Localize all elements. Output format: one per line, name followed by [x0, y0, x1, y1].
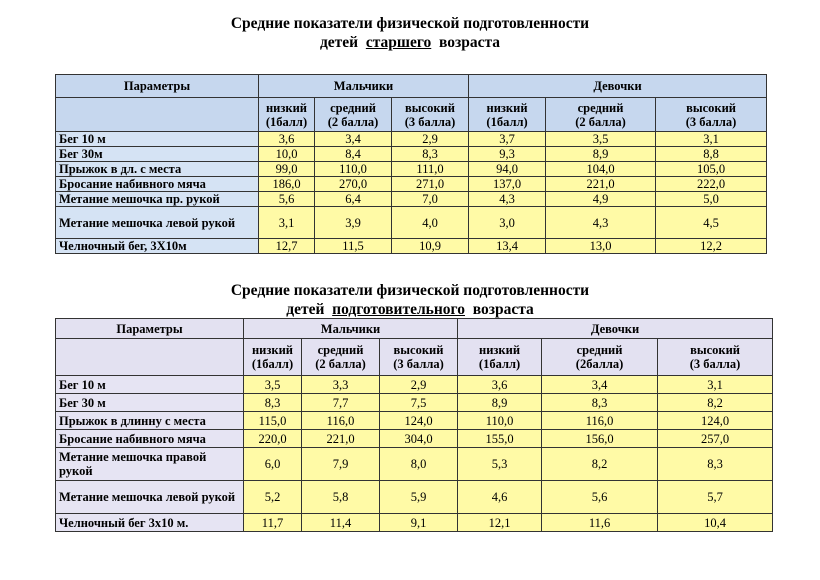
header-boys: Мальчики — [259, 75, 469, 98]
level-text: средний — [576, 343, 623, 357]
header-blank — [56, 339, 244, 376]
level-header — [546, 98, 656, 132]
value-cell: 111,0 — [392, 162, 469, 177]
title-text: детей — [319, 34, 359, 51]
table1-title — [0, 14, 820, 52]
table2 — [55, 318, 773, 532]
value-cell: 9,3 — [469, 147, 546, 162]
value-cell: 270,0 — [315, 177, 392, 192]
value-cell: 221,0 — [302, 430, 380, 448]
value-cell: 7,7 — [302, 394, 380, 412]
value-cell: 3,0 — [469, 207, 546, 239]
level-score: (3 балла) — [689, 357, 741, 371]
table-row — [56, 207, 767, 239]
value-cell: 3,1 — [656, 132, 767, 147]
value-cell: 8,3 — [658, 448, 773, 481]
value-cell: 8,3 — [244, 394, 302, 412]
value-cell: 271,0 — [392, 177, 469, 192]
param-name: Метание мешочка правой рукой — [56, 448, 244, 481]
level-score: (2 балла) — [315, 357, 366, 371]
value-cell: 304,0 — [380, 430, 458, 448]
value-cell: 3,5 — [546, 132, 656, 147]
level-header — [656, 98, 767, 132]
table-row — [56, 412, 773, 430]
param-name: Бег 30м — [56, 147, 259, 162]
header-girls: Девочки — [469, 75, 767, 98]
value-cell: 8,9 — [546, 147, 656, 162]
value-cell: 5,3 — [458, 448, 542, 481]
value-cell: 6,4 — [315, 192, 392, 207]
header-girls: Девочки — [458, 319, 773, 339]
title-text: детей — [286, 301, 325, 318]
table1 — [55, 74, 767, 254]
table-row — [56, 481, 773, 514]
level-text: средний — [330, 100, 376, 115]
level-score: (3 балла) — [685, 114, 737, 129]
value-cell: 8,3 — [542, 394, 658, 412]
value-cell: 8,0 — [380, 448, 458, 481]
table-row — [56, 448, 773, 481]
value-cell: 4,6 — [458, 481, 542, 514]
level-text: высокий — [393, 343, 444, 357]
param-name: Прыжок в дл. с места — [56, 162, 259, 177]
title-text: возраста — [439, 34, 501, 51]
title-text: возраста — [472, 301, 534, 318]
table-row — [56, 394, 773, 412]
header-boys: Мальчики — [244, 319, 458, 339]
value-cell: 220,0 — [244, 430, 302, 448]
value-cell: 155,0 — [458, 430, 542, 448]
value-cell: 7,9 — [302, 448, 380, 481]
value-cell: 11,7 — [244, 514, 302, 532]
level-header — [380, 339, 458, 376]
value-cell: 115,0 — [244, 412, 302, 430]
title-underlined-word: старшего — [365, 34, 432, 51]
level-score: (1балл) — [486, 114, 528, 129]
table-row — [56, 147, 767, 162]
level-score: (3 балла) — [404, 114, 456, 129]
table-row — [56, 192, 767, 207]
value-cell: 4,3 — [469, 192, 546, 207]
value-cell: 3,9 — [315, 207, 392, 239]
value-cell: 116,0 — [542, 412, 658, 430]
value-cell: 12,1 — [458, 514, 542, 532]
param-name: Бросание набивного мяча — [56, 177, 259, 192]
value-cell: 104,0 — [546, 162, 656, 177]
level-header — [244, 339, 302, 376]
value-cell: 186,0 — [259, 177, 315, 192]
value-cell: 156,0 — [542, 430, 658, 448]
value-cell: 8,3 — [392, 147, 469, 162]
value-cell: 110,0 — [458, 412, 542, 430]
value-cell: 11,5 — [315, 239, 392, 254]
level-score: (1балл) — [265, 114, 308, 129]
level-header — [458, 339, 542, 376]
level-text: высокий — [690, 343, 740, 357]
param-name: Прыжок в длинну с места — [56, 412, 244, 430]
value-cell: 3,6 — [458, 376, 542, 394]
value-cell: 99,0 — [259, 162, 315, 177]
value-cell: 110,0 — [315, 162, 392, 177]
level-text: высокий — [405, 100, 455, 115]
level-header — [469, 98, 546, 132]
value-cell: 7,5 — [380, 394, 458, 412]
param-name: Метание мешочка пр. рукой — [56, 192, 259, 207]
param-name: Бросание набивного мяча — [56, 430, 244, 448]
value-cell: 12,2 — [656, 239, 767, 254]
value-cell: 10,0 — [259, 147, 315, 162]
table-row — [56, 239, 767, 254]
value-cell: 12,7 — [259, 239, 315, 254]
value-cell: 7,0 — [392, 192, 469, 207]
value-cell: 5,7 — [658, 481, 773, 514]
value-cell: 8,8 — [656, 147, 767, 162]
level-text: низкий — [486, 100, 528, 115]
value-cell: 222,0 — [656, 177, 767, 192]
value-cell: 5,6 — [259, 192, 315, 207]
param-name: Бег 10 м — [56, 376, 244, 394]
value-cell: 3,4 — [315, 132, 392, 147]
value-cell: 94,0 — [469, 162, 546, 177]
value-cell: 4,3 — [546, 207, 656, 239]
value-cell: 6,0 — [244, 448, 302, 481]
value-cell: 5,9 — [380, 481, 458, 514]
value-cell: 13,4 — [469, 239, 546, 254]
value-cell: 8,9 — [458, 394, 542, 412]
value-cell: 3,5 — [244, 376, 302, 394]
value-cell: 11,6 — [542, 514, 658, 532]
table-row — [56, 162, 767, 177]
value-cell: 137,0 — [469, 177, 546, 192]
title-underlined-word: подготовительного — [332, 301, 465, 318]
value-cell: 257,0 — [658, 430, 773, 448]
value-cell: 2,9 — [380, 376, 458, 394]
level-score: (2 балла) — [327, 114, 379, 129]
level-text: высокий — [686, 100, 736, 115]
param-name: Бег 10 м — [56, 132, 259, 147]
level-score: (1балл) — [478, 357, 521, 371]
param-name: Челночный бег 3х10 м. — [56, 514, 244, 532]
value-cell: 3,3 — [302, 376, 380, 394]
table2-title-line1: Средние показатели физической подготовленности — [230, 282, 590, 299]
table-row — [56, 177, 767, 192]
value-cell: 5,0 — [656, 192, 767, 207]
table2-title — [0, 281, 820, 319]
level-score: (2балла) — [575, 357, 624, 371]
table-row — [56, 430, 773, 448]
value-cell: 8,2 — [542, 448, 658, 481]
level-header — [658, 339, 773, 376]
level-header — [542, 339, 658, 376]
table-row — [56, 514, 773, 532]
value-cell: 4,5 — [656, 207, 767, 239]
value-cell: 8,2 — [658, 394, 773, 412]
value-cell: 116,0 — [302, 412, 380, 430]
value-cell: 124,0 — [658, 412, 773, 430]
level-text: низкий — [479, 343, 521, 357]
param-name: Бег 30 м — [56, 394, 244, 412]
value-cell: 10,9 — [392, 239, 469, 254]
level-header — [302, 339, 380, 376]
value-cell: 4,9 — [546, 192, 656, 207]
value-cell: 5,2 — [244, 481, 302, 514]
header-param: Параметры — [56, 319, 244, 339]
table1-title-line1: Средние показатели физической подготовленности — [230, 15, 590, 32]
param-name: Метание мешочка левой рукой — [56, 207, 259, 239]
table2-title-line2 — [0, 300, 820, 319]
level-header — [392, 98, 469, 132]
header-blank — [56, 98, 259, 132]
value-cell: 3,4 — [542, 376, 658, 394]
value-cell: 3,7 — [469, 132, 546, 147]
value-cell: 4,0 — [392, 207, 469, 239]
value-cell: 3,6 — [259, 132, 315, 147]
value-cell: 5,8 — [302, 481, 380, 514]
table-row — [56, 132, 767, 147]
level-text: низкий — [251, 343, 294, 357]
value-cell: 11,4 — [302, 514, 380, 532]
value-cell: 13,0 — [546, 239, 656, 254]
value-cell: 105,0 — [656, 162, 767, 177]
value-cell: 2,9 — [392, 132, 469, 147]
level-header — [315, 98, 392, 132]
level-score: (3 балла) — [393, 357, 444, 371]
level-header — [259, 98, 315, 132]
value-cell: 124,0 — [380, 412, 458, 430]
value-cell: 3,1 — [259, 207, 315, 239]
level-score: (2 балла) — [575, 114, 626, 129]
value-cell: 8,4 — [315, 147, 392, 162]
value-cell: 221,0 — [546, 177, 656, 192]
level-score: (1балл) — [251, 357, 294, 371]
level-text: низкий — [265, 100, 308, 115]
header-param: Параметры — [56, 75, 259, 98]
table-row — [56, 376, 773, 394]
level-text: средний — [317, 343, 364, 357]
table1-title-line2 — [0, 33, 820, 52]
value-cell: 9,1 — [380, 514, 458, 532]
param-name: Челночный бег, 3Х10м — [56, 239, 259, 254]
value-cell: 3,1 — [658, 376, 773, 394]
value-cell: 10,4 — [658, 514, 773, 532]
level-text: средний — [577, 100, 624, 115]
value-cell: 5,6 — [542, 481, 658, 514]
param-name: Метание мешочка левой рукой — [56, 481, 244, 514]
